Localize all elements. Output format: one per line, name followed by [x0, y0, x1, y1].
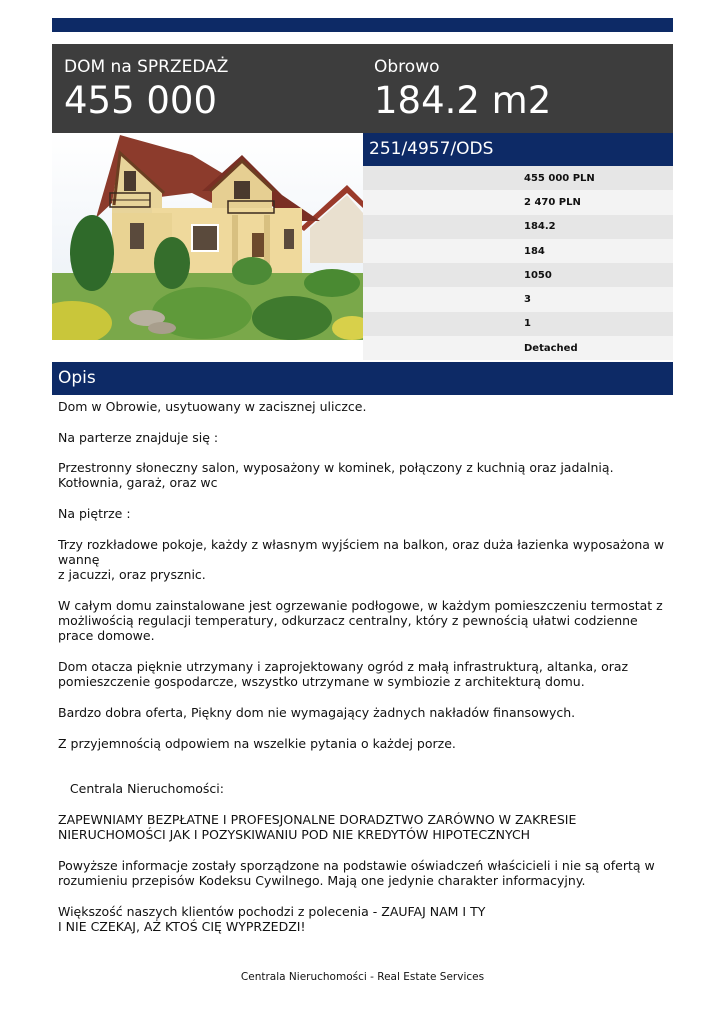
- spec-rooms: 3: [524, 294, 531, 306]
- spec-row: [363, 263, 673, 287]
- listing-location: Obrowo: [374, 57, 440, 77]
- reference-number: 251/4957/ODS: [363, 133, 673, 166]
- spec-floors: 1: [524, 318, 531, 330]
- specs-table: [363, 166, 673, 360]
- spec-area: 184.2: [524, 221, 556, 233]
- listing-price: 455 000: [64, 79, 218, 122]
- spec-row: [363, 215, 673, 239]
- listing-area: 184.2 m2: [374, 79, 552, 122]
- spec-row: [363, 166, 673, 190]
- top-accent-bar: [52, 18, 673, 32]
- spec-row: [363, 287, 673, 311]
- listing-type: DOM na SPRZEDAŻ: [64, 57, 229, 77]
- page-footer: Centrala Nieruchomości - Real Estate Services: [240, 971, 485, 983]
- description-text: Dom w Obrowie, usytuowany w zacisznej uliczce. Na parterze znajduje się : Przestronny słoneczny salon, wyposażony w kominek, połączony z kuchnią oraz jadalnią. Kotłownia, garaż, oraz wc Na piętrze : Trzy rozkładowe pokoje, każdy z własnym wyjściem na balkon, oraz duża łazienka wyposażona w wannę z jacuzzi, oraz prysznic. W całym domu zainstalowane jest ogrzewanie podłogowe, w każdym pomieszczeniu termostat z możliwością regulacji temperatury, odkurzacz centralny, który z pewnością ułatwi codzienne prace domowe. Dom otacza pięknie utrzymany i zaprojektowany ogród z małą infrastrukturą, altanka, oraz pomieszczenie gospodarcze, wszystko utrzymane w symbiozie z architekturą domu. Bardzo dobra oferta, Piękny dom nie wymagający żadnych nakładów finansowych. Z przyjemnością odpowiem na wszelkie pytania o każdej porze. Centrala Nieruchomości: ZAPEWNIAMY BEZPŁATNE I PROFESJONALNE DORADZTWO ZARÓWNO W ZAKRESIE NIERUCHOMOŚCI JAK I POZYSKIWANIU POD NIE KREDYTÓW HIPOTECZNYCH Powyższe informacje zostały sporządzone na podstawie oświadczeń właścicieli i nie są ofertą w rozumieniu przepisów Kodeksu Cywilnego. Mają one jedynie charakter informacyjny. Większość naszych klientów pochodzi z polecenia - ZAUFAJ NAM I TY I NIE CZEKAJ, AŻ KTOŚ CIĘ WYPRZEDZI!: [58, 399, 665, 935]
- spec-usable-area: 184: [524, 245, 545, 257]
- spec-row: [363, 336, 673, 360]
- description-heading: Opis: [52, 362, 673, 395]
- spec-plot-area: 1050: [524, 269, 552, 281]
- spec-price: 455 000 PLN: [524, 172, 595, 184]
- listing-header: [52, 44, 673, 133]
- house-photo: [52, 133, 363, 340]
- header-left: [64, 56, 228, 122]
- spec-row: [363, 312, 673, 336]
- spec-row: [363, 239, 673, 263]
- header-right: [374, 56, 551, 122]
- spec-price-per-m2: 2 470 PLN: [524, 196, 581, 208]
- house-photo-icon: [52, 133, 363, 340]
- spec-row: [363, 190, 673, 214]
- spec-building-type: Detached: [524, 342, 578, 354]
